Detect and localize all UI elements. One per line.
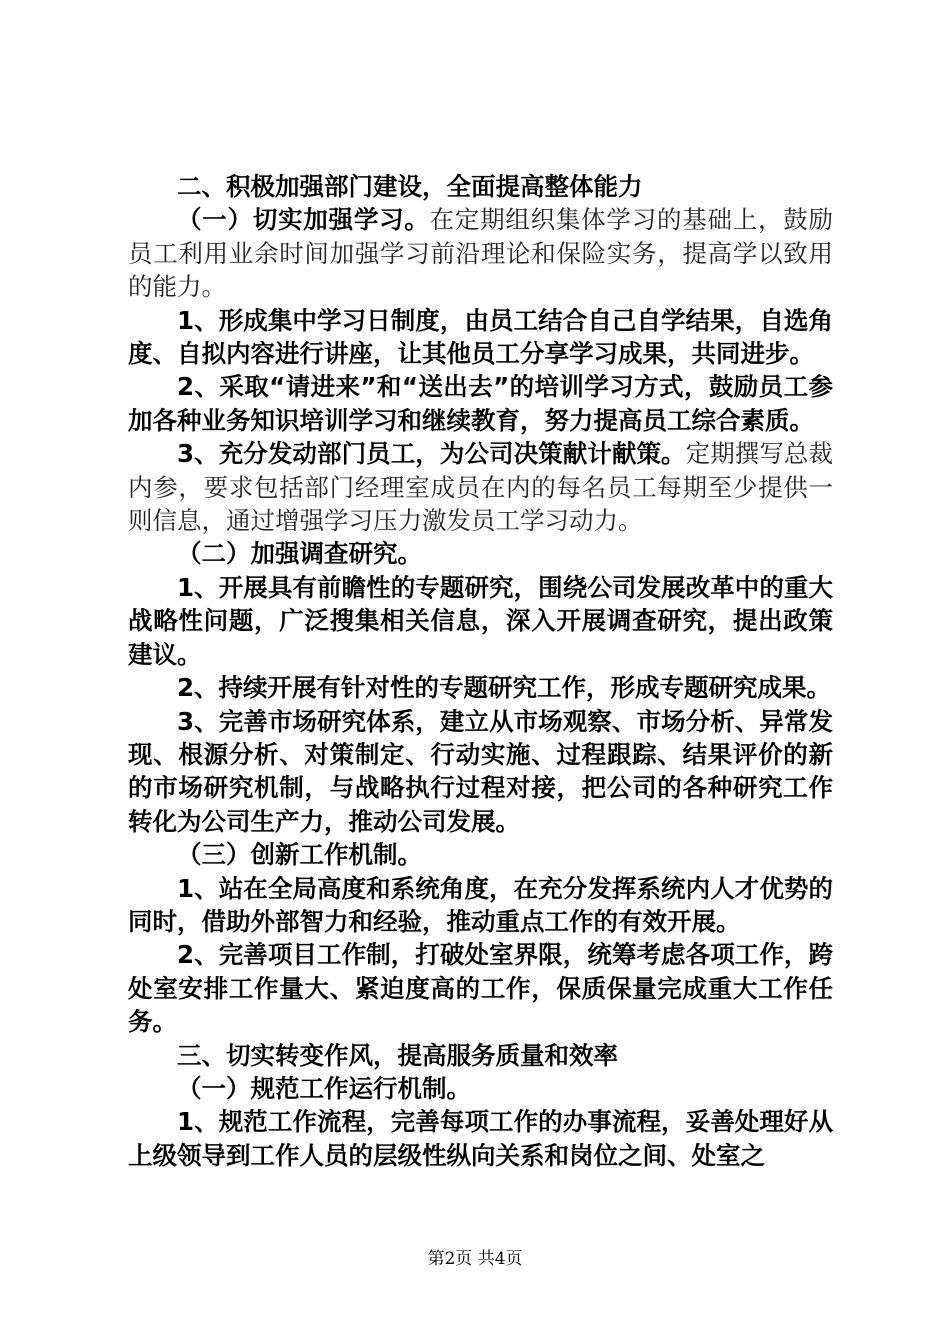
paragraph-text: 1、开展具有前瞻性的专题研究，围绕公司发展改革中的重大战略性问题，广泛搜集相关信息，深入开展调查研究，提出政策建议。 [128,572,833,669]
section-heading-2 [128,170,833,203]
paragraph-body: 在定期组织集体学习的基础上，鼓励员工利用业余时间加强学习前沿理论和保险实务，提高学以致用的能力。 [128,205,834,302]
subsection-3-heading [128,838,833,871]
paragraph-text: 3、完善市场研究体系，建立从市场观察、市场分析、异常发现、根源分析、对策制定、行动实施、过程跟踪、结果评价的新的市场研究机制，与战略执行过程对接，把公司的各种研究工作转化为公司生产力，推动公司发展。 [128,706,833,836]
paragraph-text: 1、形成集中学习日制度，由员工结合自己自学结果，自选角度、自拟内容进行讲座，让其他员工分享学习成果，共同进步。 [128,305,833,369]
list-item-paragraph [128,437,833,537]
paragraph-text: 1、站在全局高度和系统角度，在充分发挥系统内人才优势的同时，借助外部智力和经验，推动重点工作的有效开展。 [128,873,833,936]
list-item-paragraph [128,872,833,939]
list-item-paragraph [128,571,833,671]
paragraph-text: 2、采取“请进来”和“送出去”的培训学习方式，鼓励员工参加各种业务知识培训学习和继续教育，努力提高员工综合素质。 [128,372,833,435]
subsection-2-heading [128,537,833,570]
subsection-1-paragraph [128,203,833,303]
list-item-paragraph [128,938,833,1038]
paragraph-lead: （一）切实加强学习。 [177,205,430,235]
paragraph-text: （二）加强调查研究。 [177,539,422,569]
paragraph-lead: 3、充分发动部门员工，为公司决策献计献策。 [177,439,686,469]
paragraph-text: （一）规范工作运行机制。 [177,1073,471,1103]
paragraph-text: 2、持续开展有针对性的专题研究工作，形成专题研究成果。 [177,673,832,703]
list-item-paragraph [128,304,833,371]
list-item-paragraph [128,705,833,839]
paragraph-text: 1、规范工作流程，完善每项工作的办事流程，妥善处理好从上级领导到工作人员的层级性纵向关系和岗位之间、处室之 [128,1107,833,1170]
page-footer [0,1244,950,1269]
document-body [128,170,833,1172]
paragraph-body: 定期撰写总裁内参，要求包括部门经理室成员在内的每名员工每期至少提供一则信息，通过增强学习压力激发员工学习动力。 [128,439,833,536]
paragraph-text: 二、积极加强部门建设，全面提高整体能力 [177,172,643,201]
page-number-label: 第2页 共4页 [427,1249,523,1269]
subsection-heading [128,1072,833,1105]
paragraph-text: （三）创新工作机制。 [177,840,422,870]
paragraph-text: 2、完善项目工作制，打破处室界限，统筹考虑各项工作，跨处室安排工作量大、紧迫度高的工作，保质保量完成重大工作任务。 [128,940,833,1037]
paragraph-text: 三、切实转变作风，提高服务质量和效率 [177,1040,618,1070]
section-heading-3 [128,1039,833,1072]
list-item-paragraph [128,370,833,437]
list-item-paragraph [128,671,833,704]
list-item-paragraph [128,1105,833,1172]
